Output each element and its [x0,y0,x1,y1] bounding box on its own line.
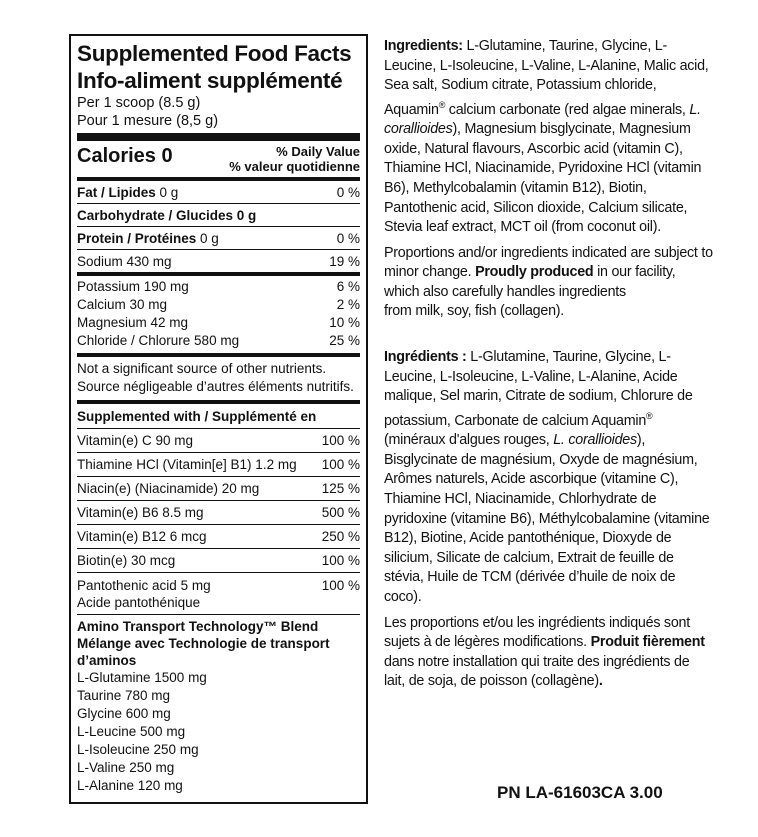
ingredients-fr-text: ), Bisglycinate de magnésium, Oxyde de magnésium, Arômes naturels, Acide ascorbique (vitamine C), Thiamine HCl, Niacinamide, Chlorhydrate de pyridoxine (vitamine B6), Méthylcobalamine (vitamine B12), Biotine, Acide pantothénique, Dioxyde de silicium, Silicate de calcium, Extrait de feuille de stévia, Huile de TCM (dérivée d’huile de noix de coco). [384,432,710,605]
vitamin-row [77,501,360,524]
blend-item: L-Valine 250 mg [77,760,175,775]
note-end: . [598,673,603,690]
footnote-en: Not a significant source of other nutrients. [77,361,327,376]
blend-title-line: d’aminos [77,653,137,668]
vitamin-dv: 500 % [321,505,360,520]
ingredients-en-italic: L. corallioides [384,101,701,138]
blend-item: L-Glutamine 1500 mg [77,670,207,685]
mineral-row [77,278,360,296]
blend-item: L-Alanine 120 mg [77,778,183,793]
mineral-dv: 25 % [329,333,360,348]
note-bold: Proudly produced [475,264,594,281]
vitamin-label: Vitamin(e) B12 6 mcg [77,529,207,544]
daily-value-header [229,144,360,174]
blend-item: Taurine 780 mg [77,688,171,703]
divider [77,133,360,141]
ingredients-en-text: calcium carbonate (red algae minerals, [445,101,690,118]
vitamin-row [77,453,360,476]
part-number: PN LA-61603CA 3.00 [497,783,663,802]
calories-label: Calories 0 [77,145,173,167]
vitamin-dv: 100 % [321,553,360,568]
note-text: in our facility, which also carefully handles ingredients [384,264,676,300]
vitamin-dv: 100 % [321,457,360,472]
mineral-dv: 6 % [336,279,360,294]
blend-item: L-Leucine 500 mg [77,724,186,739]
blend-title-line: Amino Transport Technology™ Blend [77,619,319,634]
ingredients-en-label: Ingredients: [384,38,463,54]
mineral-label: Chloride / Chlorure 580 mg [77,333,240,348]
ingredients-en-note [384,244,714,322]
footnote [77,357,360,400]
pantothenic-row [77,573,360,614]
fat-label: Fat / Lipides [77,185,156,200]
ingredients-en-text: L-Glutamine, Taurine, Glycine, L-Leucine, L-Isoleucine, L-Valine, L-Alanine, Malic acid, Sea salt, Sodium citrate, Potassium chloride, Aquamin [384,38,709,118]
registered-mark: ® [646,410,653,421]
vitamin-row [77,429,360,452]
daily-value-header-en: % Daily Value [276,144,360,159]
carb-row [77,204,360,226]
ingredients-fr-italic: L. corallioides [553,432,637,449]
fat-amount: 0 g [159,185,179,200]
registered-mark: ® [438,99,446,110]
pantothenic-dv: 100 % [321,578,360,593]
facts-title-en: Supplemented Food Facts [77,41,352,66]
ingredients-en-text: ), Magnesium bisglycinate, Magnesium oxide, Natural flavours, Ascorbic acid (vitamin C), Thiamine HCl, Niacinamide, Pyridoxine HCl (vitamin B6), Methylcobalamin (vitamin B12), Biotin, Pantothenic acid, Silicon dioxide, Calcium silicate, Stevia leaf extract, MCT oil (from coconut oil). [384,121,702,236]
minerals-block [77,276,360,353]
pantothenic-label-en: Pantothenic acid 5 mg [77,578,211,593]
blend-item: Glycine 600 mg [77,706,171,721]
ingredients-fr-label: Ingrédients : [384,349,467,366]
vitamin-label: Niacin(e) (Niacinamide) 20 mg [77,481,260,496]
blend-item: L-Isoleucine 250 mg [77,742,199,757]
protein-row [77,227,360,249]
mineral-row [77,332,360,350]
note-text: Les proportions et/ou les ingrédients indiqués sont sujets à de légères modifications. [384,614,690,651]
protein-dv: 0 % [336,231,360,246]
sodium-row [77,250,360,272]
mineral-dv: 10 % [329,315,360,330]
protein-amount: 0 g [200,231,219,246]
note-text: Proportions and/or ingredients indicated are subject to minor change. [384,244,713,281]
vitamin-row [77,549,360,572]
sodium-label: Sodium 430 mg [77,254,172,269]
mineral-dv: 2 % [336,297,360,312]
supplemented-header: Supplemented with / Supplémenté en [77,409,317,424]
footnote-fr: Source négligeable d’autres éléments nutritifs. [77,379,354,394]
ingredients-column [384,37,714,692]
blend-title [77,615,360,669]
serving-size-en: Per 1 scoop (8.5 g) [77,95,201,111]
mineral-row [77,296,360,314]
mineral-label: Calcium 30 mg [77,297,168,312]
ingredients-fr-note [384,614,714,692]
mineral-row [77,314,360,332]
carb-label: Carbohydrate / Glucides 0 g [77,208,257,223]
vitamin-row [77,525,360,548]
note-text: from milk, soy, fish (collagen). [384,303,565,320]
vitamin-dv: 100 % [321,433,360,448]
note-bold: Produit fièrement [590,634,705,651]
vitamin-label: Vitamin(e) B6 8.5 mg [77,505,204,520]
mineral-label: Potassium 190 mg [77,279,189,294]
mineral-label: Magnesium 42 mg [77,315,189,330]
vitamin-label: Biotin(e) 30 mcg [77,553,176,568]
facts-title-fr: Info-aliment supplémenté [77,68,343,93]
pantothenic-label-fr: Acide pantothénique [77,595,201,610]
ingredients-fr-text: L-Glutamine, Taurine, Glycine, L-Leucine, L-Isoleucine, L-Valine, L-Alanine, Acide malique, Sel marin, Citrate de sodium, Chlorure de potassium, Carbonate de calcium Aquamin [384,349,693,429]
vitamin-dv: 125 % [321,481,360,496]
vitamin-label: Thiamine HCl (Vitamin[e] B1) 1.2 mg [77,457,297,472]
vitamin-label: Vitamin(e) C 90 mg [77,433,194,448]
fat-row [77,181,360,203]
ingredients-fr [384,348,714,607]
sodium-dv: 19 % [329,254,360,269]
daily-value-header-fr: % valeur quotidienne [229,159,360,174]
vitamin-row [77,477,360,500]
vitamin-dv: 250 % [321,529,360,544]
serving-size-fr: Pour 1 mesure (8,5 g) [77,113,219,129]
note-text: dans notre installation qui traite des ingrédients de lait, de soja, de poisson (collagène) [384,653,690,690]
facts-panel [69,34,368,804]
fat-dv: 0 % [336,185,360,200]
ingredients-en [384,37,714,238]
calories-row [77,141,360,177]
protein-label: Protein / Protéines [77,231,197,246]
ingredients-fr-text: (minéraux d'algues rouges, [384,432,554,449]
blend-title-line: Mélange avec Technologie de transport [77,636,330,651]
